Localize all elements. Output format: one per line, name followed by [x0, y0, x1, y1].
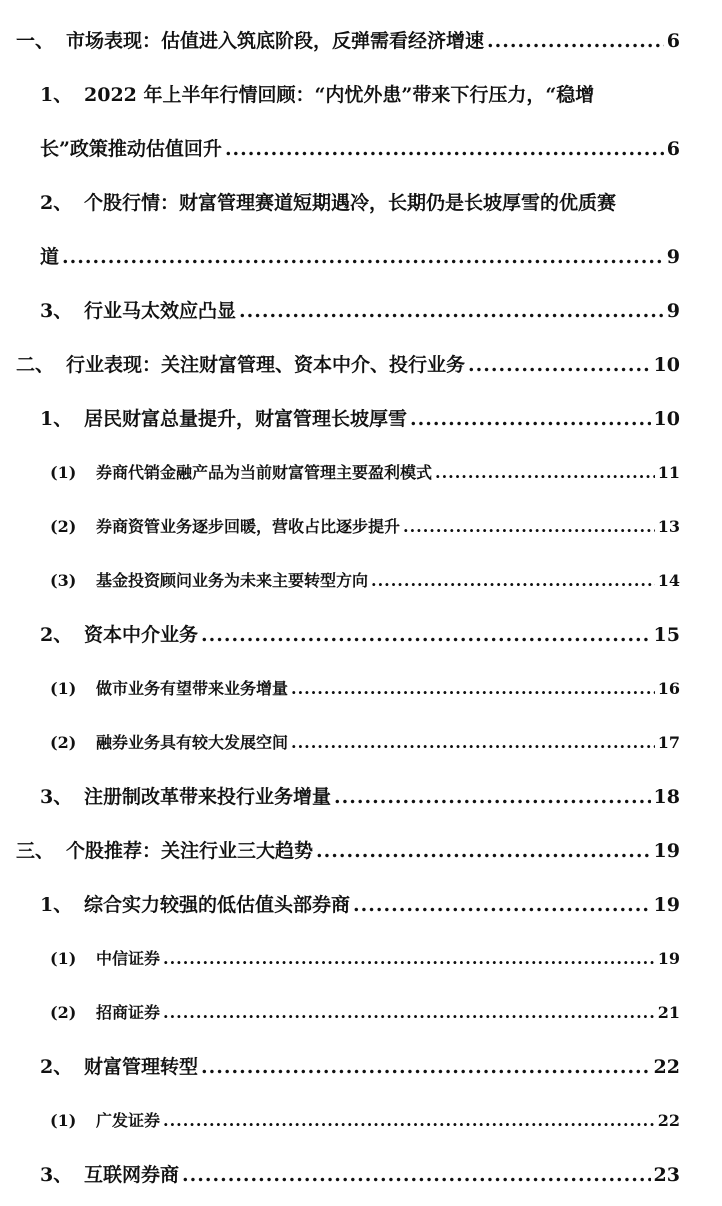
toc-entry-number: 2、: [40, 624, 73, 646]
toc-leader-dots: [435, 463, 655, 482]
toc-leader-dots: [291, 733, 655, 752]
toc-entry[interactable]: [50, 1108, 680, 1131]
toc-entry-title: 招商证券: [96, 1003, 161, 1022]
toc-entry-page: 9: [666, 300, 680, 322]
toc-leader-dots: [201, 1056, 651, 1078]
toc-entry-number: (1): [50, 679, 77, 698]
toc-entry[interactable]: [50, 730, 680, 753]
toc-entry-title: 道: [40, 246, 60, 268]
toc-leader-dots: [316, 840, 651, 862]
toc-entry-page: 11: [657, 463, 680, 482]
toc-entry-page: 16: [657, 679, 680, 698]
toc-entry[interactable]: [16, 836, 680, 863]
toc-entry-page: 9: [666, 246, 680, 268]
toc-entry-title: 个股推荐：关注行业三大趋势: [66, 840, 314, 862]
toc-entry-number: 二、: [16, 354, 55, 376]
toc-entry-title: 中信证券: [96, 949, 161, 968]
toc-entry-number: (1): [50, 1111, 77, 1130]
toc-entry-page: 19: [653, 894, 680, 916]
toc-leader-dots: [182, 1164, 651, 1186]
toc-entry-number: 1、: [40, 84, 73, 106]
toc-entry[interactable]: [50, 1000, 680, 1023]
toc-entry-page: 6: [666, 30, 680, 52]
toc-entry[interactable]: [40, 782, 680, 809]
toc-entry[interactable]: [40, 1052, 680, 1079]
toc-entry-number: (3): [50, 571, 77, 590]
toc-entry-number: 一、: [16, 30, 55, 52]
toc-leader-dots: [291, 679, 655, 698]
toc-leader-dots: [163, 949, 655, 968]
toc-entry-title: 长”政策推动估值回升: [40, 138, 222, 160]
toc-entry[interactable]: [50, 676, 680, 699]
toc-entry-title: 注册制改革带来投行业务增量: [84, 786, 332, 808]
toc-entry-title: 综合实力较强的低估值头部券商: [84, 894, 351, 916]
toc-entry-title: 资本中介业务: [84, 624, 199, 646]
toc-entry-number: (1): [50, 463, 77, 482]
toc-entry-title: 融券业务具有较大发展空间: [96, 733, 289, 752]
toc-entry[interactable]: [40, 80, 660, 107]
toc-entry-number: 3、: [40, 300, 73, 322]
toc-entry-title: 市场表现：估值进入筑底阶段，反弹需看经济增速: [66, 30, 485, 52]
toc-entry[interactable]: [50, 568, 680, 591]
toc-entry-title: 财富管理转型: [84, 1056, 199, 1078]
toc-entry-page: 13: [657, 517, 680, 536]
toc-entry-title: 基金投资顾问业务为未来主要转型方向: [96, 571, 369, 590]
toc-entry[interactable]: [40, 890, 680, 917]
toc-leader-dots: [468, 354, 651, 376]
toc-leader-dots: [163, 1003, 655, 1022]
toc-entry-number: (1): [50, 949, 77, 968]
toc-entry-title: 广发证券: [96, 1111, 161, 1130]
toc-entry-number: 3、: [40, 786, 73, 808]
toc-entry[interactable]: [50, 514, 680, 537]
toc-entry[interactable]: [50, 460, 680, 483]
toc-entry-title: 2022 年上半年行情回顾：“内忧外患”带来下行压力，“稳增: [84, 84, 595, 106]
toc-entry-title: 行业马太效应凸显: [84, 300, 237, 322]
toc-entry-number: 2、: [40, 1056, 73, 1078]
toc-entry-page: 21: [657, 1003, 680, 1022]
toc-entry[interactable]: [40, 188, 660, 215]
toc-entry-title: 行业表现：关注财富管理、资本中介、投行业务: [66, 354, 466, 376]
toc-entry[interactable]: [40, 404, 680, 431]
toc-entry-number: 3、: [40, 1164, 73, 1186]
toc-leader-dots: [371, 571, 655, 590]
toc-entry-number: 1、: [40, 894, 73, 916]
toc-entry[interactable]: [16, 350, 680, 377]
toc-entry[interactable]: [40, 296, 680, 323]
toc-entry-number: (2): [50, 517, 77, 536]
toc-entry-title: 券商资管业务逐步回暖，营收占比逐步提升: [96, 517, 401, 536]
toc-entry-continuation[interactable]: [40, 134, 680, 161]
toc-entry-page: 18: [653, 786, 680, 808]
toc-entry-number: (2): [50, 733, 77, 752]
toc-leader-dots: [239, 300, 664, 322]
toc-entry[interactable]: [40, 620, 680, 647]
toc-entry-title: 券商代销金融产品为当前财富管理主要盈利模式: [96, 463, 433, 482]
toc-entry-page: 6: [666, 138, 680, 160]
toc-entry-number: (2): [50, 1003, 77, 1022]
toc-leader-dots: [62, 246, 664, 268]
toc-leader-dots: [201, 624, 651, 646]
toc-entry-number: 1、: [40, 408, 73, 430]
toc-leader-dots: [410, 408, 651, 430]
toc-leader-dots: [403, 517, 655, 536]
toc-entry-page: 15: [653, 624, 680, 646]
toc-entry[interactable]: [50, 946, 680, 969]
toc-leader-dots: [353, 894, 651, 916]
toc-entry-page: 22: [657, 1111, 680, 1130]
toc-entry-continuation[interactable]: [40, 242, 680, 269]
toc-entry-title: 个股行情：财富管理赛道短期遇冷，长期仍是长坡厚雪的优质赛: [84, 192, 617, 214]
toc-entry-page: 10: [653, 354, 680, 376]
toc-entry[interactable]: [16, 26, 680, 53]
toc-entry-page: 19: [657, 949, 680, 968]
toc-entry-number: 2、: [40, 192, 73, 214]
toc-entry-page: 10: [653, 408, 680, 430]
toc-entry-title: 做市业务有望带来业务增量: [96, 679, 289, 698]
toc-leader-dots: [334, 786, 651, 808]
toc-entry-number: 三、: [16, 840, 55, 862]
toc-leader-dots: [225, 138, 664, 160]
toc-entry-title: 居民财富总量提升，财富管理长坡厚雪: [84, 408, 408, 430]
toc-entry-page: 17: [657, 733, 680, 752]
toc-entry-page: 23: [653, 1164, 680, 1186]
toc-entry-page: 14: [657, 571, 680, 590]
toc-leader-dots: [163, 1111, 655, 1130]
toc-entry-title: 互联网券商: [84, 1164, 180, 1186]
toc-entry-page: 22: [653, 1056, 680, 1078]
toc-entry-page: 19: [653, 840, 680, 862]
toc-leader-dots: [487, 30, 664, 52]
toc-entry[interactable]: [40, 1160, 680, 1187]
